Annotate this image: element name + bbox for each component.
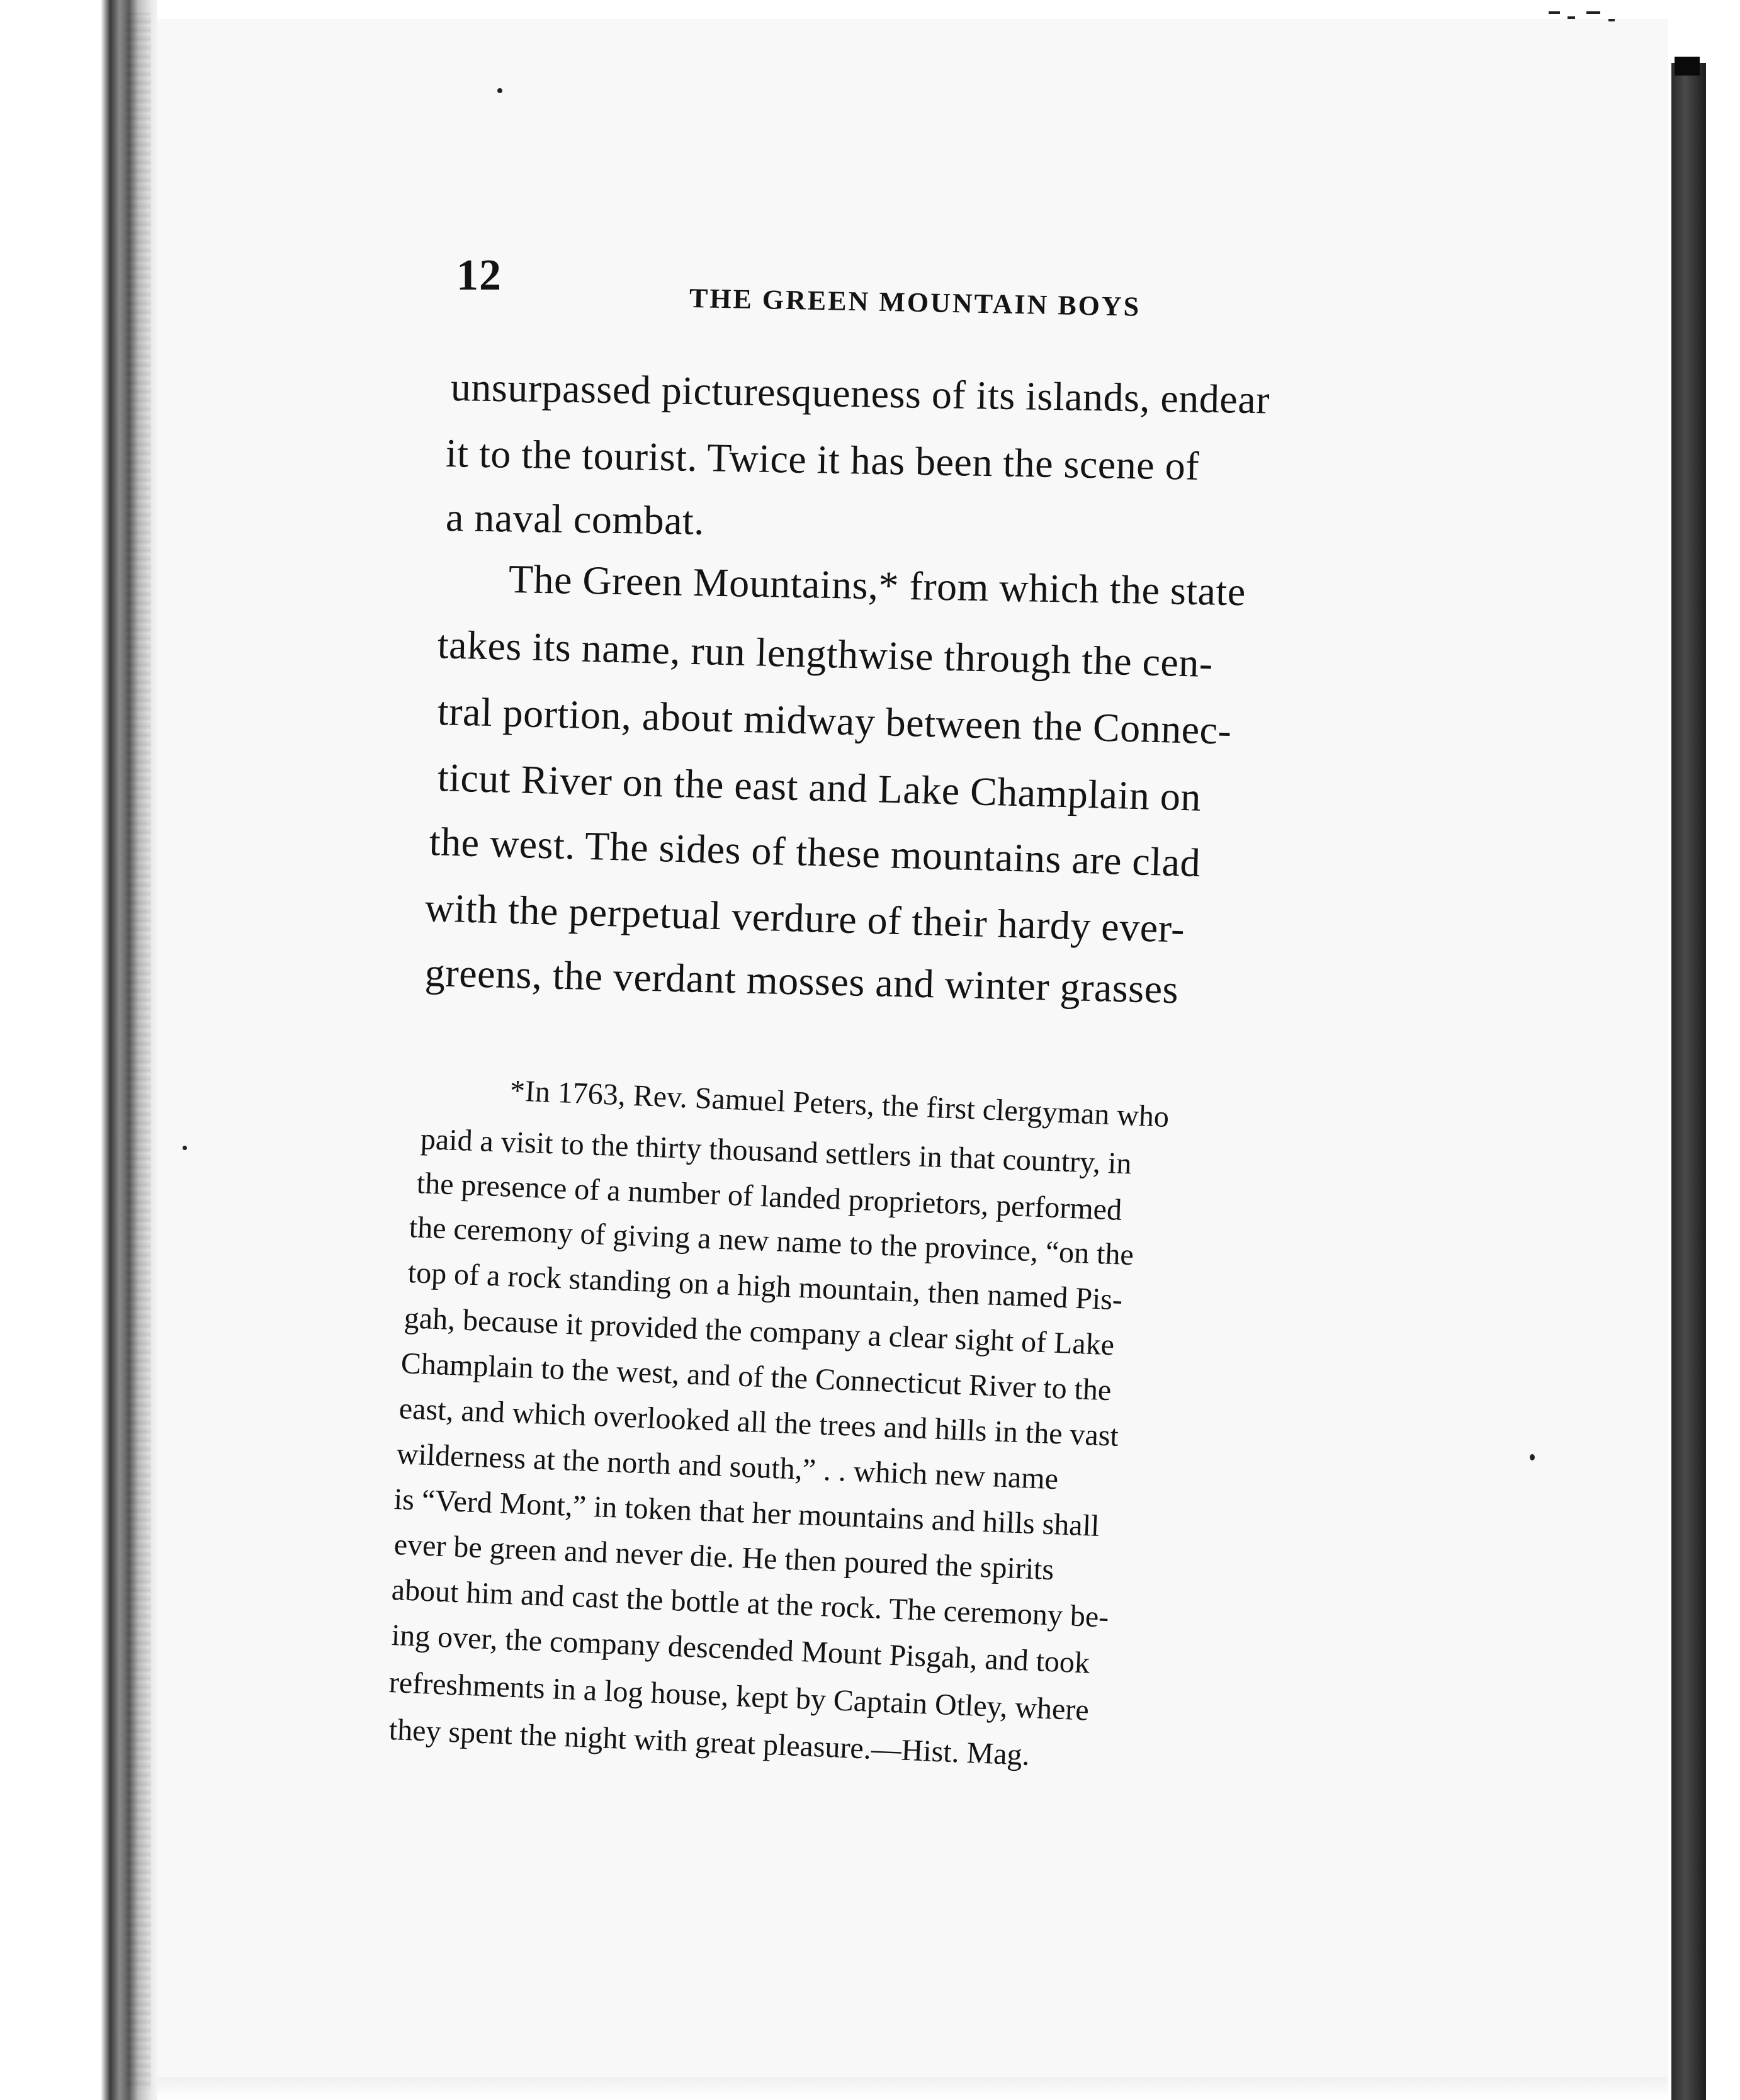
footnote-line: top of a rock standing on a high mountain, then named Pis- [407, 1256, 1123, 1317]
footnote-line: refreshments in a log house, kept by Captain Otley, where [388, 1666, 1090, 1727]
footnote-line: gah, because it provided the company a clear sight of Lake [403, 1301, 1116, 1362]
footnote-line: the presence of a number of landed proprietors, performed [415, 1166, 1123, 1228]
running-head: THE GREEN MOUNTAIN BOYS [689, 283, 1141, 322]
footnote-line: is “Verd Mont,” in token that her mountains and hills shall [393, 1482, 1100, 1544]
body-line: takes its name, run lengthwise through the cen- [437, 622, 1214, 686]
body-line: it to the tourist. Twice it has been the scene of [445, 431, 1200, 488]
footnote-line: the ceremony of giving a new name to the province, “on the [408, 1211, 1134, 1272]
footnote-line: ever be green and never die. He then poured the spirits [393, 1528, 1055, 1587]
book-page [157, 19, 1668, 2077]
footnote-line: about him and cast the bottle at the rock. The ceremony be- [390, 1573, 1110, 1634]
footnote-line: paid a visit to the thirty thousand settlers in that country, in [420, 1122, 1133, 1181]
footnote-line: *In 1763, Rev. Samuel Peters, the first clergyman who [509, 1074, 1170, 1134]
page-edge-shadow [1671, 63, 1706, 2100]
footnote-line: east, and which overlooked all the trees and hills in the vast [398, 1392, 1119, 1453]
body-line: with the perpetual verdure of their hardy ever- [424, 885, 1186, 951]
footnote-line: Champlain to the west, and of the Connecticut River to the [400, 1346, 1112, 1408]
binding-texture [126, 13, 151, 2090]
body-line: unsurpassed picturesqueness of its islands, endear [450, 364, 1270, 422]
body-line: The Green Mountains,* from which the state [508, 556, 1246, 614]
body-line: greens, the verdant mosses and winter grasses [424, 950, 1179, 1012]
body-line: tral portion, about midway between the Connec- [437, 689, 1233, 753]
page-edge-corner [1675, 57, 1700, 76]
footnote-line: ing over, the company descended Mount Pisgah, and took [390, 1618, 1091, 1680]
scan-speck [1530, 1454, 1535, 1460]
footnote-line: they spent the night with great pleasure.—Hist. Mag. [388, 1713, 1031, 1772]
body-line: a naval combat. [445, 495, 705, 543]
scan-speck [183, 1146, 187, 1150]
scan-speck [497, 88, 502, 93]
body-line: ticut River on the east and Lake Champlain on [437, 755, 1202, 820]
page-number: 12 [456, 251, 502, 300]
footnote-line: wilderness at the north and south,” . . which new name [395, 1437, 1059, 1496]
scan-corner-marks [1549, 5, 1737, 30]
body-line: the west. The sides of these mountains are clad [429, 819, 1202, 886]
page-bottom-edge [157, 2077, 1668, 2100]
